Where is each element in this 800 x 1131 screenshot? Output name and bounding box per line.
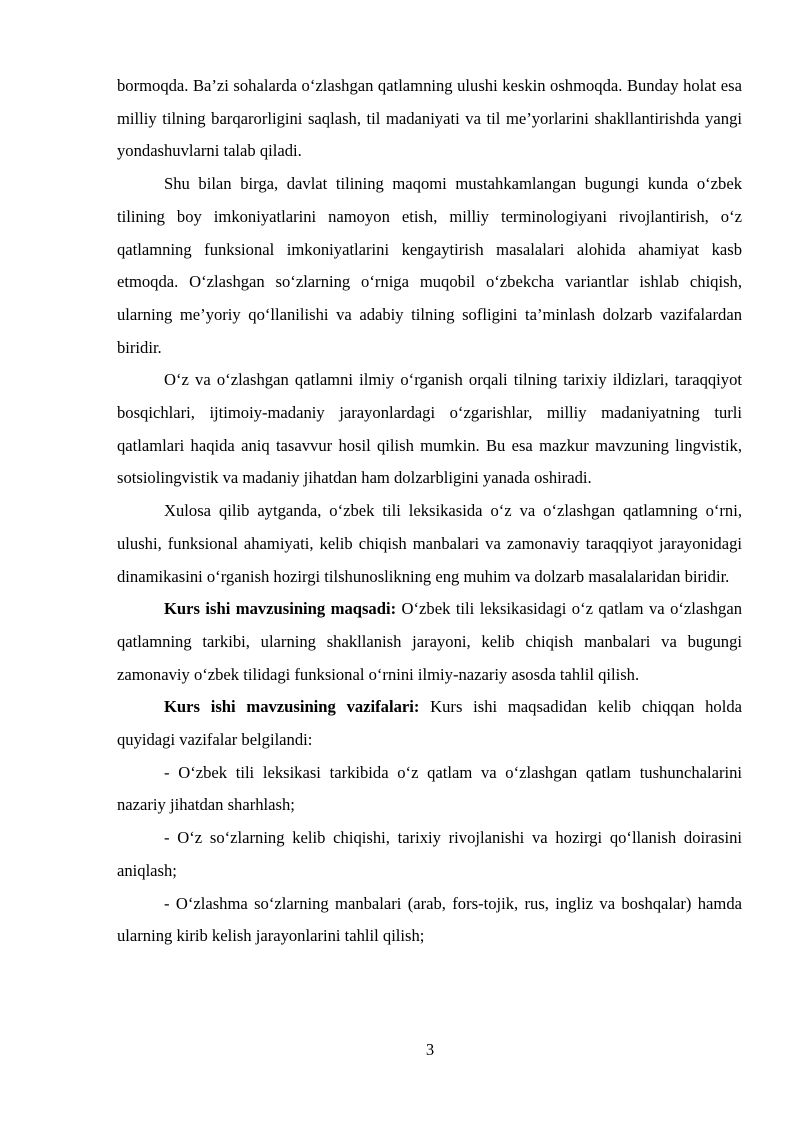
paragraph-text: bormoqda. Ba’zi sohalarda o‘zlashgan qatlamning ulushi keskin oshmoqda. Bunday holat esa milliy tilning barqarorligini saqlash, til madaniyati va til me’yorlarini shakllantirishda yangi yondashuvlarni talab qiladi.	[117, 76, 742, 161]
tasks-heading: Kurs ishi mavzusining vazifalari:	[164, 697, 420, 717]
paragraph-text: Kurs ishi maqsadidan kelib chiqqan holda quyidagi vazifalar belgilandi:	[117, 697, 742, 750]
paragraph-text: O‘z va o‘zlashgan qatlamni ilmiy o‘rganish orqali tilning tarixiy ildizlari, taraqqiyot bosqichlari, ijtimoiy-madaniy jarayonlardagi o‘zgarishlar, milliy madaniyatning turli qatlamlari haqida aniq tasavvur hosil qilish mumkin. Bu esa mazkur mavzuning lingvistik, sotsiolingvistik va madaniy jihatdan ham dolzarbligini yanada oshiradi.	[117, 370, 742, 488]
paragraph-tasks	[117, 691, 742, 756]
task-item-2	[117, 822, 742, 887]
paragraph-scientific-study	[117, 364, 742, 495]
task-item-3	[117, 888, 742, 953]
purpose-heading: Kurs ishi mavzusining maqsadi:	[164, 599, 397, 619]
task-text: - O‘z so‘zlarning kelib chiqishi, tarixiy rivojlanishi va hozirgi qo‘llanish doirasini aniqlash;	[117, 828, 742, 880]
page-number: 3	[425, 1040, 435, 1059]
body-text	[117, 70, 742, 953]
paragraph-conclusion	[117, 495, 742, 593]
task-item-1	[117, 757, 742, 822]
paragraph-state-language	[117, 168, 742, 364]
paragraph-purpose	[117, 593, 742, 691]
paragraph-text: O‘zbek tili leksikasidagi o‘z qatlam va o‘zlashgan qatlamning tarkibi, ularning shakllanish jarayoni, kelib chiqish manbalari va bugungi zamonaviy o‘zbek tilidagi funksional o‘rnini ilmiy-nazariy asosda tahlil qilish.	[117, 599, 742, 684]
paragraph-intro-continuation	[117, 70, 742, 168]
paragraph-text: Shu bilan birga, davlat tilining maqomi mustahkamlangan bugungi kunda o‘zbek tilining boy imkoniyatlarini namoyon etish, milliy terminologiyani rivojlantirish, o‘z qatlamning funksional imkoniyatlarini kengaytirish masalalari alohida ahamiyat kasb etmoqda. O‘zlashgan so‘zlarning o‘rniga muqobil o‘zbekcha variantlar ishlab chiqish, ularning me’yoriy qo‘llanilishi va adabiy tilning sofligini ta’minlash dolzarb vazifalardan biridir.	[117, 174, 742, 357]
task-text: - O‘zbek tili leksikasi tarkibida o‘z qatlam va o‘zlashgan qatlam tushunchalarini nazariy jihatdan sharhlash;	[117, 762, 742, 815]
task-text: - O‘zlashma so‘zlarning manbalari (arab, fors-tojik, rus, ingliz va boshqalar) hamda ularning kirib kelish jarayonlarini tahlil qilish;	[117, 893, 742, 946]
paragraph-text: Xulosa qilib aytganda, o‘zbek tili leksikasida o‘z va o‘zlashgan qatlamning o‘rni, ulushi, funksional ahamiyati, kelib chiqish manbalari va zamonaviy taraqqiyot jarayonidagi dinamikasini o‘rganish hozirgi tilshunoslikning eng muhim va dolzarb masalalaridan biridir.	[117, 501, 742, 586]
